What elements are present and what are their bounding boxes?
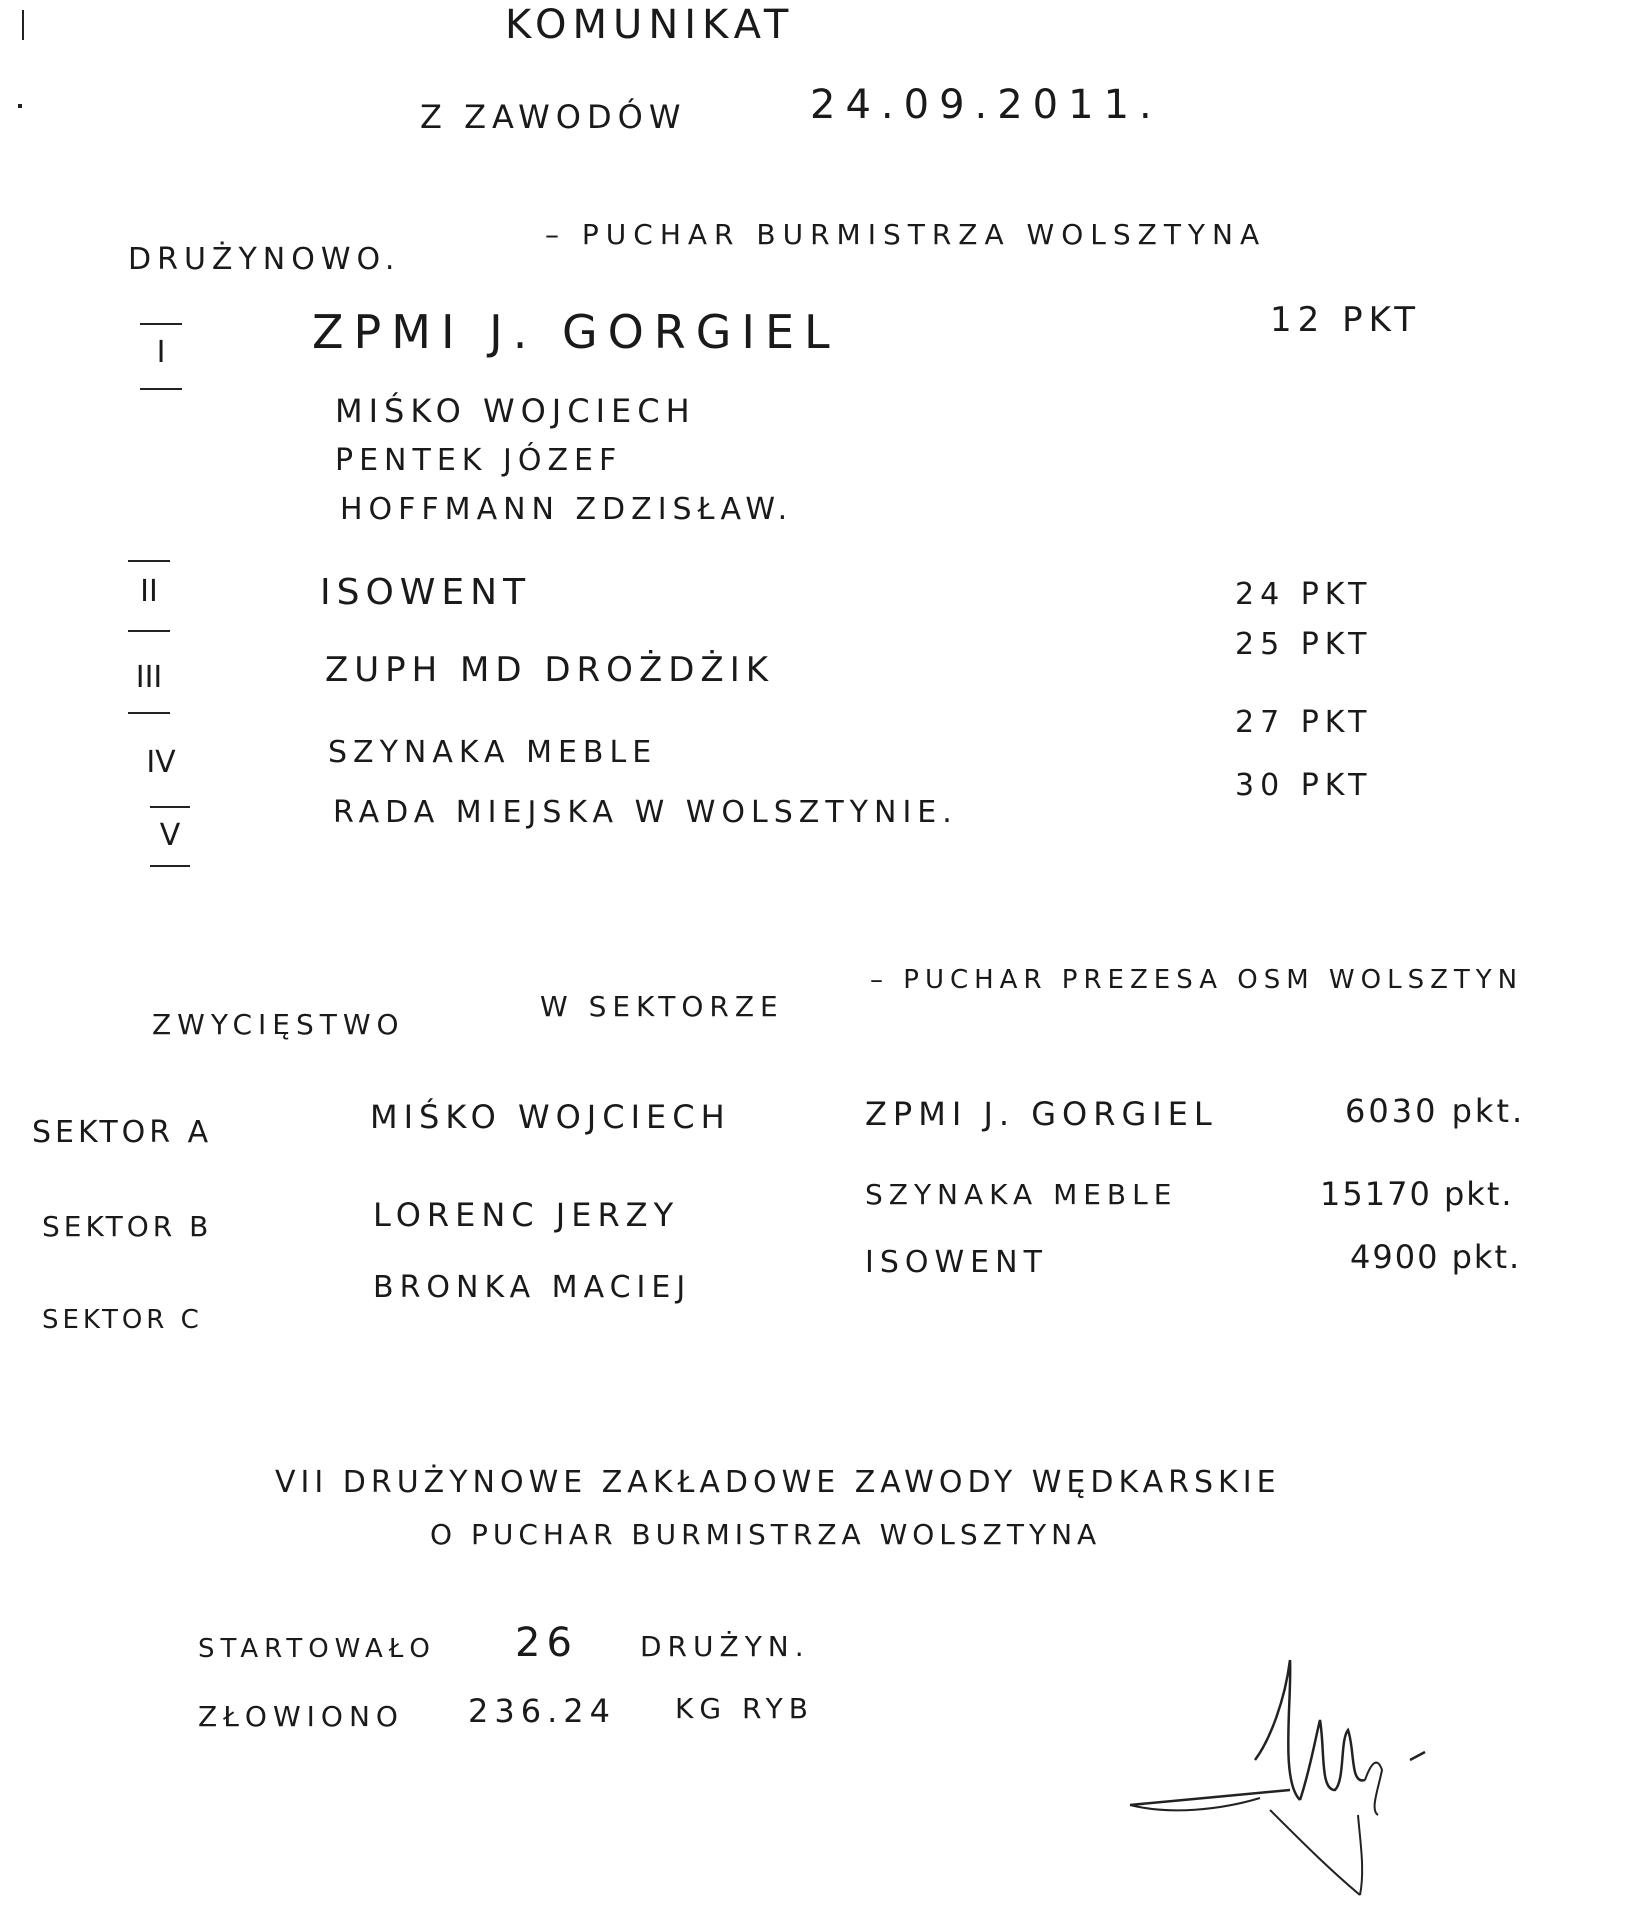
place-rule: [150, 865, 190, 867]
caught-label: ZŁOWIONO: [198, 1700, 404, 1733]
place-rule: [128, 630, 170, 632]
sector-winner-team: ZPMI J. GORGIEL: [865, 1095, 1218, 1133]
started-label: STARTOWAŁO: [198, 1634, 436, 1664]
competition-name: VII DRUŻYNOWE ZAKŁADOWE ZAWODY WĘDKARSKIE: [275, 1465, 1281, 1500]
signature: [1120, 1640, 1520, 1910]
sector-label: SEKTOR C: [42, 1305, 203, 1335]
team-points: 27 PKT: [1235, 705, 1373, 740]
started-value: 26: [515, 1620, 578, 1666]
winner-member: PENTEK JÓZEF: [335, 443, 623, 478]
team-points: 25 PKT: [1235, 627, 1373, 662]
team-name: SZYNAKA MEBLE: [328, 735, 658, 770]
winner-team: ZPMI J. GORGIEL: [312, 305, 840, 359]
team-section-label: DRUŻYNOWO.: [128, 242, 401, 277]
place-rule: [140, 323, 182, 325]
document-title: KOMUNIKAT: [505, 2, 795, 48]
competition-cup: O PUCHAR BURMISTRZA WOLSZTYNA: [430, 1518, 1102, 1551]
winner-member: HOFFMANN ZDZISŁAW.: [340, 492, 794, 527]
team-name: RADA MIEJSKA W WOLSZTYNIE.: [333, 795, 958, 830]
sector-section-label: ZWYCIĘSTWO: [152, 1008, 405, 1041]
sector-winner-points: 6030 pkt.: [1345, 1092, 1526, 1130]
sector-section-cup: – PUCHAR PREZESA OSM WOLSZTYN: [870, 965, 1524, 995]
sector-winner-name: LORENC JERZY: [373, 1196, 680, 1234]
place-iii: III: [135, 660, 163, 695]
winner-member: MIŚKO WOJCIECH: [335, 392, 696, 430]
team-name: ISOWENT: [320, 572, 532, 613]
team-section-cup: – PUCHAR BURMISTRZA WOLSZTYNA: [545, 218, 1267, 251]
sector-winner-team: SZYNAKA MEBLE: [865, 1178, 1178, 1211]
document-subtitle: Z ZAWODÓW: [420, 98, 687, 136]
winner-points: 12 PKT: [1270, 300, 1421, 340]
place-i: I: [156, 335, 166, 370]
team-name: ZUPH MD DROŻDŻIK: [325, 650, 775, 690]
place-v: V: [159, 818, 181, 853]
team-points: 30 PKT: [1235, 768, 1373, 803]
place-rule: [128, 712, 170, 714]
caught-value: 236.24: [468, 1692, 616, 1730]
sector-winner-name: BRONKA MACIEJ: [373, 1270, 692, 1305]
team-points: 24 PKT: [1235, 577, 1373, 612]
scan-mark: [22, 10, 24, 40]
sector-section-label2: W SEKTORZE: [540, 990, 784, 1023]
sector-winner-name: MIŚKO WOJCIECH: [370, 1098, 731, 1136]
started-unit: DRUŻYN.: [640, 1630, 810, 1663]
sector-winner-points: 15170 pkt.: [1320, 1175, 1514, 1213]
place-rule: [140, 388, 182, 390]
document-date: 24.09.2011.: [810, 82, 1162, 128]
scan-dot: [18, 104, 22, 108]
place-rule: [150, 806, 190, 808]
sector-winner-team: ISOWENT: [865, 1245, 1048, 1280]
place-rule: [128, 560, 170, 562]
place-ii: II: [140, 574, 158, 609]
place-iv: IV: [146, 745, 176, 780]
caught-unit: KG RYB: [675, 1692, 814, 1725]
sector-label: SEKTOR B: [42, 1210, 213, 1243]
sector-winner-points: 4900 pkt.: [1350, 1238, 1522, 1276]
sector-label: SEKTOR A: [32, 1115, 213, 1150]
